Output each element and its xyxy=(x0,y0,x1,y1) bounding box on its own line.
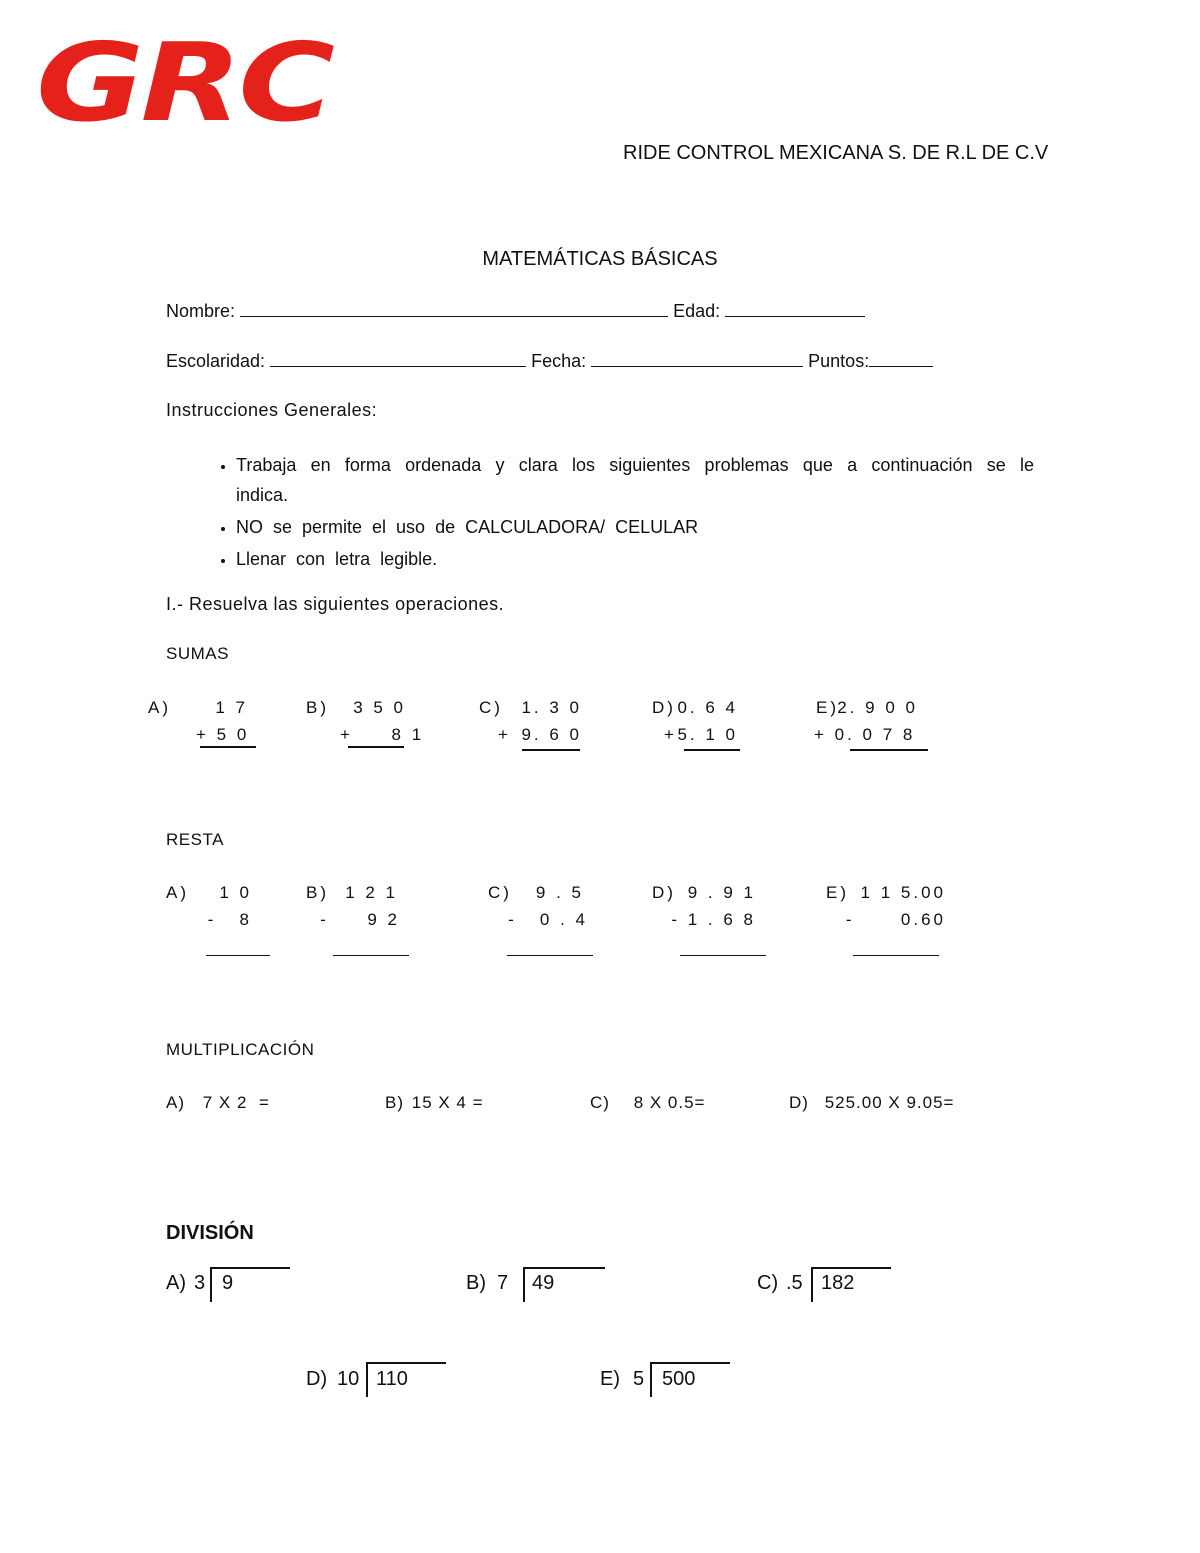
div-a-divisor: 3 xyxy=(194,1272,206,1294)
resta-e-bottom: - 0.60 xyxy=(845,910,946,929)
resta-b-letter: B) xyxy=(306,883,329,902)
suma-e-line xyxy=(850,749,928,751)
suma-e-letter: E) xyxy=(816,698,839,717)
div-d-letter: D) xyxy=(306,1368,328,1390)
div-d-dividend: 110 xyxy=(376,1368,408,1390)
edad-field[interactable] xyxy=(725,300,865,317)
company-name: RIDE CONTROL MEXICANA S. DE R.L DE C.V xyxy=(623,142,1049,164)
resta-d-letter: D) xyxy=(652,883,676,902)
div-e-letter: E) xyxy=(600,1368,620,1390)
suma-d-bottom-op: + xyxy=(664,725,677,744)
resta-c-bottom: - 0 . 4 xyxy=(508,910,588,929)
grc-logo: GRC xyxy=(36,21,332,146)
mult-c-expr: 8 X 0.5= xyxy=(633,1093,706,1112)
mult-d-expr: 525.00 X 9.05= xyxy=(824,1093,955,1112)
mult-a xyxy=(166,1093,270,1113)
puntos-label: Puntos: xyxy=(808,351,870,371)
nombre-field[interactable] xyxy=(240,300,668,317)
resta-c-top: 9 . 5 xyxy=(535,883,584,902)
resta-c-line xyxy=(507,955,593,956)
nombre-label: Nombre: xyxy=(166,301,236,321)
instruction-item: • NO se permite el uso de CALCULADORA/ CELULAR xyxy=(236,512,1034,542)
resta-a-line xyxy=(206,955,270,956)
suma-d-bottom: 5. 1 0 xyxy=(677,725,738,744)
resta-e-line xyxy=(853,955,939,956)
div-b-dividend: 49 xyxy=(532,1272,555,1294)
mult-d-letter: D) xyxy=(789,1093,809,1112)
resta-c-letter: C) xyxy=(488,883,512,902)
suma-c-line xyxy=(522,749,580,751)
resta-e-top: 1 1 5.00 xyxy=(860,883,946,902)
suma-b-bottom: + 8 1 xyxy=(340,725,425,744)
puntos-field[interactable] xyxy=(869,350,933,367)
resta-b-bottom: - 9 2 xyxy=(320,910,400,929)
div-c-dividend: 182 xyxy=(821,1272,855,1294)
suma-c-bottom: 9. 6 0 xyxy=(521,725,582,744)
div-e-dividend: 500 xyxy=(662,1368,696,1390)
suma-a-letter: A) xyxy=(148,698,171,717)
suma-c-letter: C) xyxy=(479,698,503,717)
mult-d xyxy=(789,1093,954,1113)
suma-a-line xyxy=(200,746,256,748)
escolaridad-field[interactable] xyxy=(270,350,526,367)
suma-d-letter: D) xyxy=(652,698,676,717)
fecha-field[interactable] xyxy=(591,350,803,367)
suma-d-line xyxy=(684,749,740,751)
div-b-divisor: 7 xyxy=(497,1272,509,1294)
suma-e-top: 2. 9 0 0 xyxy=(837,698,918,717)
div-b-letter: B) xyxy=(466,1272,486,1294)
page-title: MATEMÁTICAS BÁSICAS xyxy=(482,248,718,270)
resta-a-bottom: - 8 xyxy=(207,910,252,929)
school-date-row xyxy=(166,350,933,372)
resta-a-letter: A) xyxy=(166,883,189,902)
suma-b-line xyxy=(348,746,404,748)
instructions-heading: Instrucciones Generales: xyxy=(166,400,378,420)
section-heading: I.- Resuelva las siguientes operaciones. xyxy=(166,594,505,614)
sumas-label: SUMAS xyxy=(166,644,229,663)
suma-a-bottom: + 5 0 xyxy=(196,725,250,744)
mult-c-letter: C) xyxy=(590,1093,610,1112)
suma-b-top: 3 5 0 xyxy=(353,698,406,717)
mult-c xyxy=(590,1093,706,1113)
mult-b-letter: B) xyxy=(385,1093,404,1112)
resta-b-top: 1 2 1 xyxy=(345,883,398,902)
resta-label: RESTA xyxy=(166,830,224,849)
instruction-item: • Llenar con letra legible. xyxy=(236,544,1034,574)
suma-e-bottom: + 0. 0 7 8 xyxy=(814,725,916,744)
mult-a-expr: 7 X 2 = xyxy=(202,1093,270,1112)
div-c-divisor: .5 xyxy=(786,1272,803,1294)
suma-c-top: 1. 3 0 xyxy=(521,698,582,717)
div-a-letter: A) xyxy=(166,1272,186,1294)
fecha-label: Fecha: xyxy=(531,351,587,371)
mult-a-letter: A) xyxy=(166,1093,185,1112)
mult-b xyxy=(385,1093,484,1113)
resta-a-top: 1 0 xyxy=(219,883,252,902)
resta-b-line xyxy=(333,955,409,956)
suma-b-letter: B) xyxy=(306,698,329,717)
suma-a-top: 1 7 xyxy=(215,698,248,717)
div-c-letter: C) xyxy=(757,1272,779,1294)
division-label: DIVISIÓN xyxy=(166,1222,254,1244)
mult-b-expr: 15 X 4 = xyxy=(411,1093,484,1112)
resta-d-bottom: - 1 . 6 8 xyxy=(671,910,756,929)
name-age-row xyxy=(166,300,865,322)
instruction-item: • Trabaja en forma ordenada y clara los siguientes problemas que a continuación se le indica. xyxy=(236,450,1034,510)
resta-e-letter: E) xyxy=(826,883,849,902)
div-e-divisor: 5 xyxy=(633,1368,645,1390)
div-a-dividend: 9 xyxy=(222,1272,234,1294)
multiplicacion-label: MULTIPLICACIÓN xyxy=(166,1040,315,1059)
div-d-divisor: 10 xyxy=(337,1368,360,1390)
resta-d-top: 9 . 9 1 xyxy=(687,883,756,902)
suma-d-top: 0. 6 4 xyxy=(677,698,738,717)
escolaridad-label: Escolaridad: xyxy=(166,351,266,371)
edad-label: Edad: xyxy=(673,301,721,321)
resta-d-line xyxy=(680,955,766,956)
instructions-list xyxy=(166,450,1034,576)
suma-c-bottom-op: + xyxy=(498,725,511,744)
